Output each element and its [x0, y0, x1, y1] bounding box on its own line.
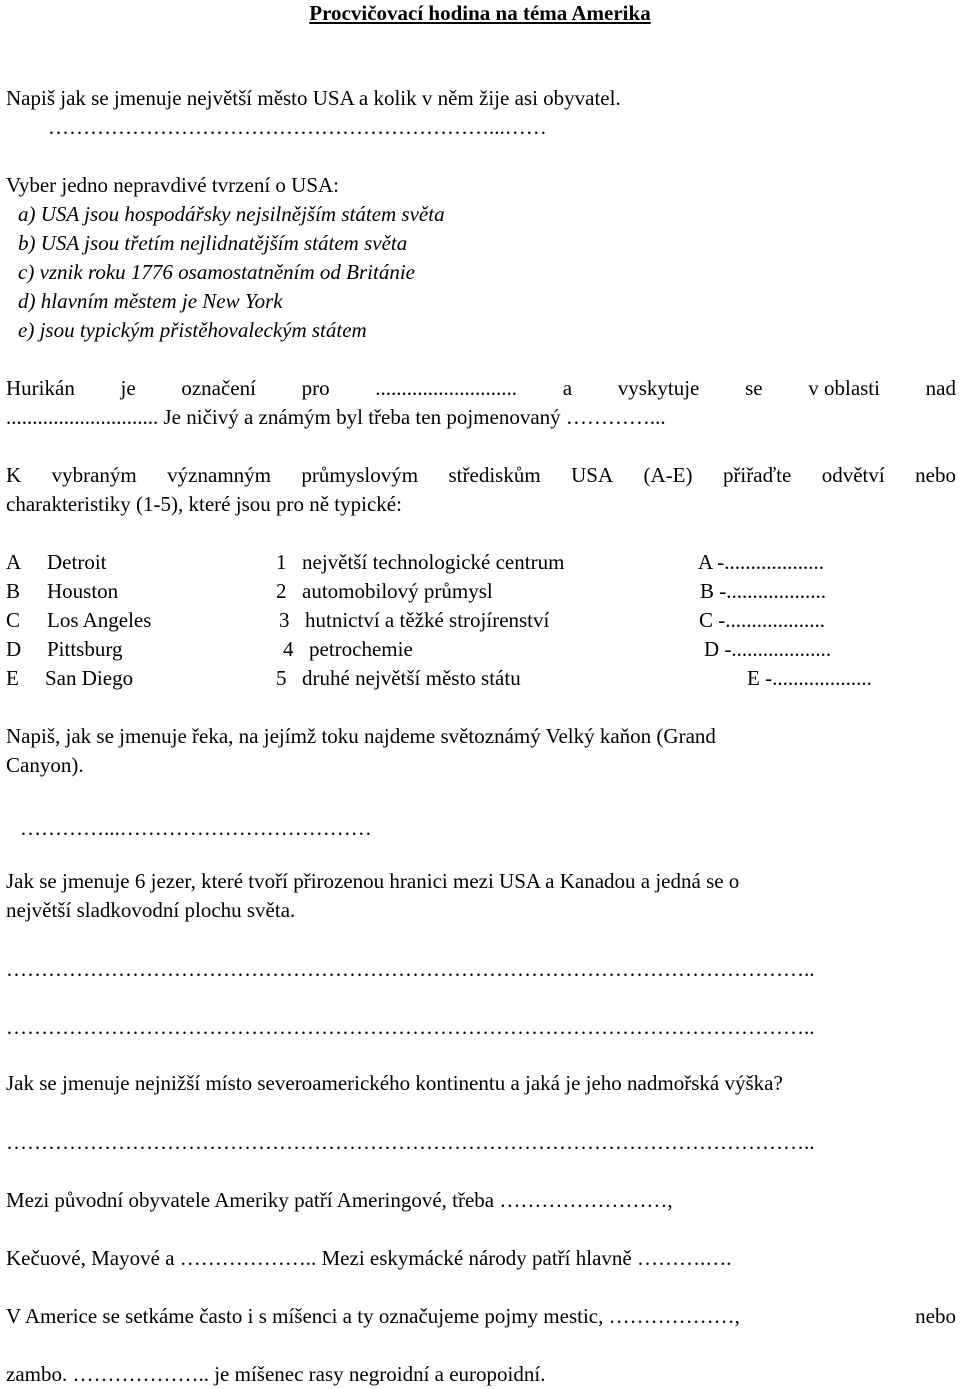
answer-line-river[interactable]: …………...……………………………… — [20, 816, 372, 840]
question-largest-city: Napiš jak se jmenuje největší město USA a kolik v něm žije asi obyvatel. — [6, 86, 621, 110]
row-city: Houston — [47, 579, 119, 603]
row-trait: petrochemie — [309, 637, 413, 661]
word: v oblasti — [808, 376, 880, 400]
answer-line-lakes-1[interactable]: …………………………………………………………………………………………………….. — [6, 957, 815, 981]
row-number: 2 — [276, 579, 287, 603]
question-great-lakes-line1: Jak se jmenuje 6 jezer, které tvoří přirozenou hranici mezi USA a Kanadou a jedná se o — [6, 869, 740, 893]
row-city: Pittsburg — [47, 637, 123, 661]
option-c: c) vznik roku 1776 osamostatněním od Británie — [18, 260, 416, 284]
question-grand-canyon-line2: Canyon). — [6, 753, 84, 777]
question-mixed-race-line1 — [6, 1302, 956, 1331]
row-letter: A — [6, 550, 22, 574]
question-native-peoples-line2: Kečuové, Mayové a ……………….. Mezi eskymácké národy patří hlavně ……….…. — [6, 1246, 732, 1270]
row-trait: automobilový průmysl — [302, 579, 493, 603]
row-letter: C — [6, 608, 21, 632]
row-trait: druhé největší město státu — [302, 666, 521, 690]
answer-line-lowest-point[interactable]: …………………………………………………………………………………………………….. — [6, 1130, 815, 1154]
row-letter: B — [6, 579, 21, 603]
row-city: Detroit — [47, 550, 107, 574]
row-trait: hutnictví a těžké strojírenství — [305, 608, 550, 632]
row-answer[interactable]: A -................... — [698, 550, 824, 574]
row-letter: E — [6, 666, 19, 690]
row-answer[interactable]: D -................... — [704, 637, 832, 661]
word: nebo — [915, 463, 956, 487]
word: označení — [181, 376, 256, 400]
question-grand-canyon-line1: Napiš, jak se jmenuje řeka, na jejímž toku najdeme světoznámý Velký kaňon (Grand — [6, 724, 716, 748]
word: nad — [925, 376, 956, 400]
word: průmyslovým — [301, 463, 419, 487]
row-city: San Diego — [45, 666, 134, 690]
word: (A-E) — [643, 463, 693, 487]
row-number: 5 — [276, 666, 287, 690]
row-answer[interactable]: E -................... — [747, 666, 872, 690]
row-letter: D — [6, 637, 22, 661]
question-mixed-race-line2: zambo. ……………….. je míšenec rasy negroidní a europoidní. — [6, 1362, 546, 1386]
option-e: e) jsou typickým přistěhovaleckým státem — [18, 318, 367, 342]
word: vyskytuje — [617, 376, 700, 400]
question-hurricane-line1 — [6, 374, 956, 403]
row-city: Los Angeles — [47, 608, 152, 632]
worksheet-title: Procvičovací hodina na téma Amerika — [309, 1, 651, 25]
text: V Americe se setkáme často i s míšenci a ty označujeme pojmy mestic, ………………, — [6, 1304, 740, 1328]
answer-line-lakes-2[interactable]: …………………………………………………………………………………………………….. — [6, 1015, 815, 1039]
word: pro — [301, 376, 330, 400]
question-great-lakes-line2: největší sladkovodní plochu světa. — [6, 898, 296, 922]
question-false-statement: Vyber jedno nepravdivé tvrzení o USA: — [6, 173, 339, 197]
blank[interactable]: ........................... — [375, 376, 518, 400]
word: a — [562, 376, 573, 400]
word: odvětví — [821, 463, 885, 487]
word: K — [6, 463, 22, 487]
row-number: 3 — [279, 608, 290, 632]
word: významným — [167, 463, 271, 487]
row-trait: největší technologické centrum — [302, 550, 565, 574]
question-industry-line1 — [6, 461, 956, 490]
word: USA — [571, 463, 614, 487]
word: je — [120, 376, 136, 400]
question-lowest-point: Jak se jmenuje nejnižší místo severoamerického kontinentu a jaká je jeho nadmořská výška? — [6, 1071, 783, 1095]
option-d: d) hlavním městem je New York — [18, 289, 283, 313]
row-number: 4 — [283, 637, 294, 661]
answer-line-largest-city[interactable]: ………………………………………………………...…… — [48, 115, 547, 139]
row-number: 1 — [276, 550, 287, 574]
question-industry-line2: charakteristiky (1-5), které jsou pro ně typické: — [6, 492, 402, 516]
row-answer[interactable]: C -................... — [699, 608, 825, 632]
word: střediskům — [448, 463, 541, 487]
text: nebo — [915, 1304, 956, 1328]
word: vybraným — [51, 463, 137, 487]
option-a: a) USA jsou hospodářsky nejsilnějším státem světa — [18, 202, 445, 226]
option-b: b) USA jsou třetím nejlidnatějším státem světa — [18, 231, 408, 255]
word: Hurikán — [6, 376, 75, 400]
question-native-peoples-line1: Mezi původní obyvatele Ameriky patří Ameringové, třeba ……………………, — [6, 1188, 673, 1212]
word: se — [745, 376, 763, 400]
question-hurricane-line2: ............................. Je ničivý a známým byl třeba ten pojmenovaný …………... — [6, 405, 666, 429]
word: přiřaďte — [722, 463, 792, 487]
row-answer[interactable]: B -................... — [700, 579, 826, 603]
